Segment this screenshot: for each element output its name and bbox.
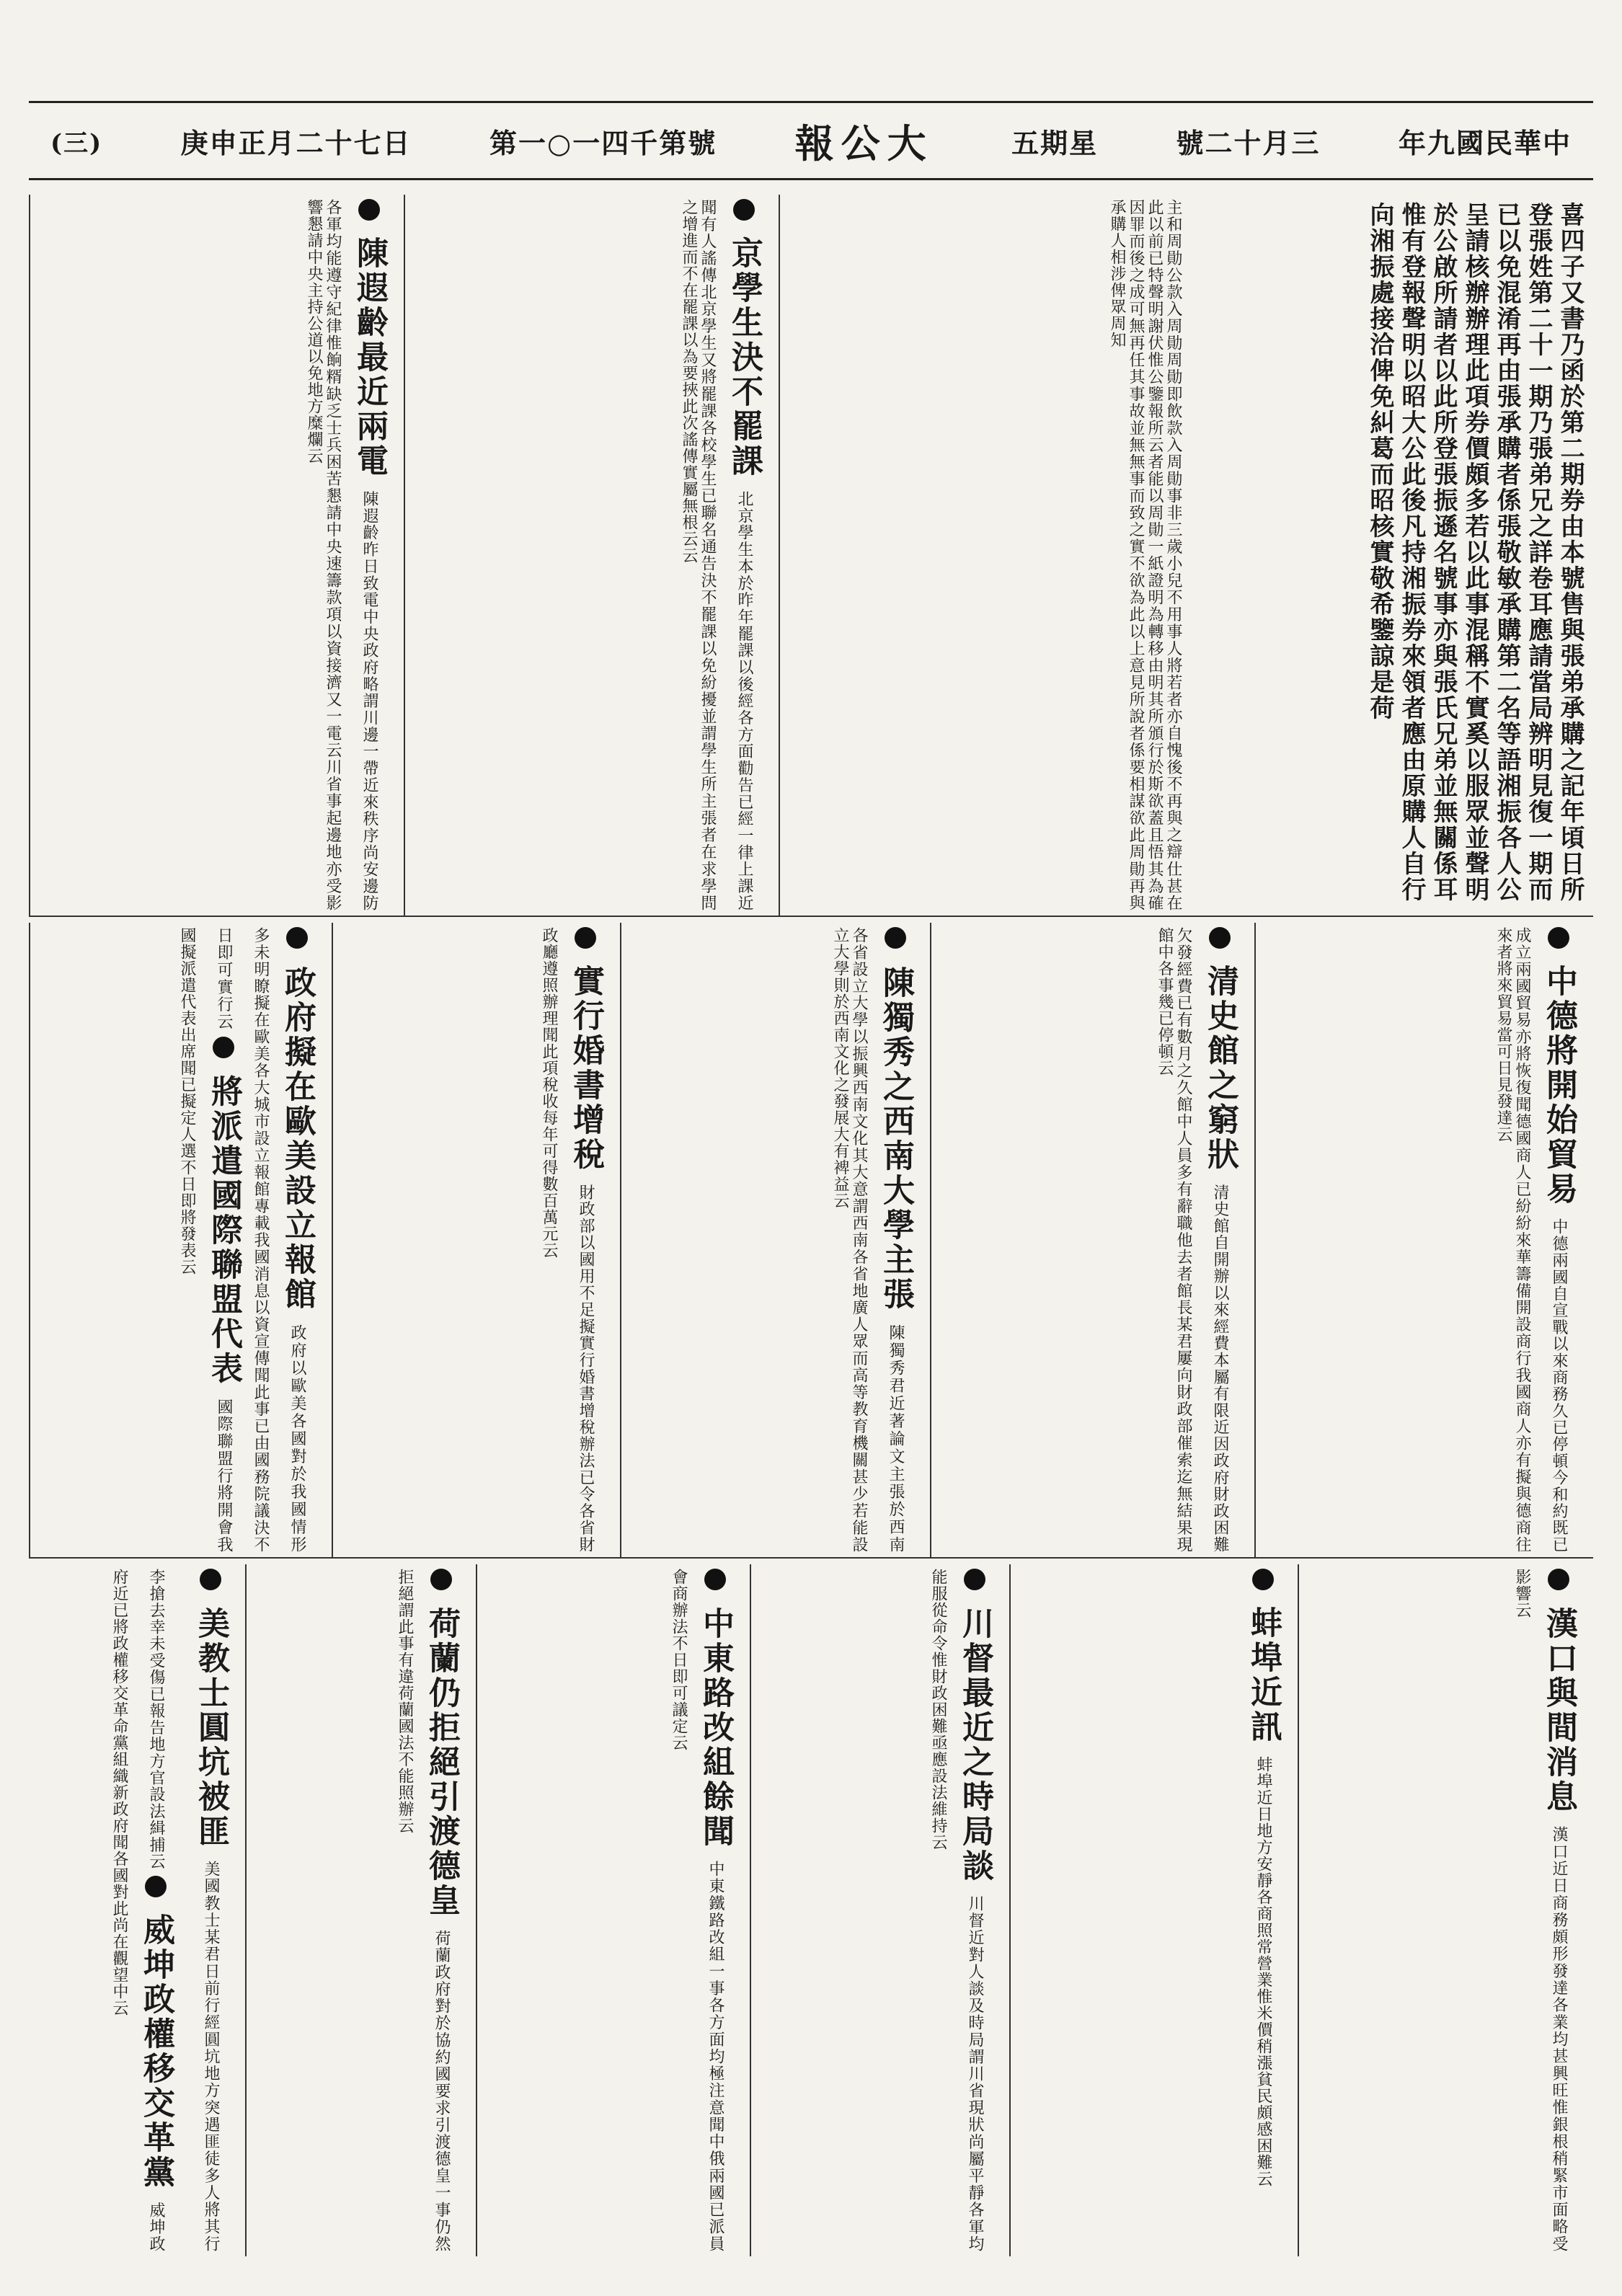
bullet-icon — [1548, 1569, 1569, 1590]
article-column — [29, 195, 404, 916]
bullet-icon — [1252, 1569, 1274, 1590]
article-text: 陳遐齡昨日致電中央政府略謂川邊一帶近來秩序尚安邊防各軍均能遵守紀律惟餉糈缺乏士兵困苦懇請中央速籌款項以資接濟又一電云川省事起邊地亦受影響懇請中央主持公道以免地方糜爛云 — [305, 199, 378, 911]
bullet-icon — [885, 927, 906, 949]
article-column — [750, 1564, 1009, 2256]
article-headline: 川督最近之時局談 — [957, 1606, 993, 1884]
article-frame — [29, 195, 1593, 2256]
article-column — [930, 923, 1254, 1557]
article-column — [1298, 1564, 1593, 2256]
article-column — [476, 1564, 750, 2256]
article-text: 中東鐵路改組一事各方面均極注意聞中俄兩國已派員會商辦法不日即可議定云 — [670, 1569, 724, 2252]
issue-number: 第一○一四千第號 — [489, 126, 717, 159]
article-text: 漢口近日商務頗形發達各業均甚興旺惟銀根稍緊市面略受影響云 — [1513, 1569, 1568, 2253]
article-text: 主和周勛公款入周勛周勛即飲款入周勛事非三歲小兒不用事人將若者亦自愧後不再與之辯仕甚在此以前已特聲明謝伏惟公鑒報所云者能以周勛一紙證明為轉移由明其所頒行於斯欲蓋且悟其為確因罪而後之成可無再任其事故並無無事而致之實不欲為此以上意見所說者係要相謀欲此周勛再與承購人相涉俾眾周知 — [1108, 199, 1182, 911]
article-headline: 實行婚書增稅 — [567, 965, 604, 1173]
article-headline: 政府擬在歐美設立報館 — [279, 965, 316, 1312]
article-text: 清史館自開辦以來經費本屬有限近因政府財政困難欠發經費已有數月之久館中人員多有辭職他去者館長某君屢向財政部催索迄無結果現館中各事幾已停頓云 — [1156, 927, 1229, 1553]
article-headline: 京學生決不罷課 — [726, 236, 763, 479]
article-headline: 荷蘭仍拒絕引渡德皇 — [423, 1606, 460, 1918]
bullet-icon — [200, 1569, 221, 1590]
newspaper-title: 報公大 — [794, 120, 934, 167]
article-column — [245, 1564, 476, 2256]
bullet-icon — [704, 1569, 726, 1590]
bullet-icon — [733, 199, 755, 221]
section-divider — [29, 1557, 1593, 1559]
bullet-icon — [286, 927, 308, 949]
article-column — [332, 923, 620, 1557]
bullet-icon — [1209, 927, 1231, 949]
article-text: 國際聯盟行將開會我國擬派遣代表出席聞已擬定人選不日即將發表云 — [178, 927, 233, 1553]
article-text: 中德兩國自宣戰以來商務久已停頓今和約既已成立兩國貿易亦將恢復聞德國商人已紛紛來華籌備開設商行我國商人亦有擬與德商往來者將來貿易當可日見發達云 — [1494, 927, 1568, 1553]
article-column — [779, 195, 1189, 916]
article-headline: 陳獨秀之西南大學主張 — [877, 965, 914, 1312]
article-text: 荷蘭政府對於協約國要求引渡德皇一事仍然拒絕謂此事有違荷蘭國法不能照辦云 — [396, 1569, 451, 2252]
article-text: 北京學生本於昨年罷課以後經各方面勸告已經一律上課近聞有人謠傳北京學生又將罷課各校學生已聯名通告決不罷課以免紛擾並謂學生所主張者在求學問之增進而不在罷課以為要挾此次謠傳實屬無根云云 — [680, 199, 753, 911]
article-headline: 蚌埠近訊 — [1245, 1606, 1282, 1745]
page-number: (三) — [50, 128, 103, 158]
article-text: 川督近對人談及時局謂川省現狀尚屬平靜各軍均能服從命令惟財政困難亟應設法維持云 — [929, 1569, 984, 2253]
bullet-icon — [1548, 927, 1569, 949]
article-headline: 漢口與間消息 — [1541, 1606, 1577, 1814]
bullet-icon — [213, 1037, 234, 1058]
notice-block: 喜四子又書乃函於第二期券由本號售與張弟承購之記年頃日所登張姓第二十一期乃張弟兄之詳卷耳應請當局辨明見復一期而已以免混淆再由張承購者係張敬敏承購第二名等語湘振各人公呈請核辦辦理此項券價頗多若以此事混稱不實奚以服眾並聲明於公啟所請者以此所登張振遜名號事亦與張氏兄弟並無關係耳惟有登報聲明以昭大公此後凡持湘振券來領者應由原購人自行向湘振處接洽俾免糾葛而昭核實敬希鑒諒是荷 — [1365, 202, 1585, 903]
article-text: 美國教士某君日前行經圓坑地方突遇匪徒多人將其行李搶去幸未受傷已報告地方官設法緝捕云 — [147, 1569, 220, 2252]
article-column — [1254, 923, 1593, 1557]
article-headline: 清史館之窮狀 — [1202, 965, 1238, 1173]
article-column — [29, 1564, 245, 2256]
bullet-icon — [575, 927, 596, 949]
weekday: 五期星 — [1011, 126, 1099, 159]
article-text: 蚌埠近日地方安靜各商照常營業惟米價稍漲貧民頗感困難云 — [1254, 1756, 1272, 2187]
article-column — [1009, 1564, 1298, 2256]
article-headline: 中東路改組餘聞 — [697, 1606, 734, 1849]
article-headline: 威坤政權移交革黨 — [138, 1913, 174, 2191]
article-text: 財政部以國用不足擬實行婚書增稅辦法已令各省財政廳遵照辦理聞此項稅收每年可得數百萬元云 — [540, 927, 595, 1553]
newspaper-page — [29, 43, 1593, 2264]
article-column — [620, 923, 930, 1557]
lunar-date: 庚申正月二十七日 — [180, 126, 412, 159]
bullet-icon — [358, 199, 380, 221]
article-headline: 將派遣國際聯盟代表 — [205, 1075, 242, 1387]
article-headline: 陳遐齡最近兩電 — [351, 236, 388, 479]
article-headline: 美教士圓坑被匪 — [192, 1606, 229, 1849]
bullet-icon — [430, 1569, 452, 1590]
bullet-icon — [964, 1569, 985, 1590]
article-text: 威坤政府近已將政權移交革命黨組織新政府聞各國對此尚在觀望中云 — [110, 1569, 165, 2253]
article-text: 政府以歐美各國對於我國情形多未明瞭擬在歐美各大城市設立報館專載我國消息以資宣傳聞此事已由國務院議決不日即可實行云 — [215, 927, 306, 1553]
bullet-icon — [145, 1876, 167, 1897]
section-divider — [29, 916, 1593, 917]
article-text: 陳獨秀君近著論文主張於西南各省設立大學以振興西南文化其大意謂西南各省地廣人眾而高等教育機關甚少若能設立大學則於西南文化之發展大有裨益云 — [831, 927, 905, 1553]
republic-year: 年九國民華中 — [1398, 126, 1572, 159]
gregorian-date: 號二十月三 — [1176, 126, 1321, 159]
article-column — [404, 195, 779, 916]
article-column — [29, 923, 332, 1557]
article-headline: 中德將開始貿易 — [1541, 965, 1577, 1207]
masthead — [29, 101, 1593, 180]
